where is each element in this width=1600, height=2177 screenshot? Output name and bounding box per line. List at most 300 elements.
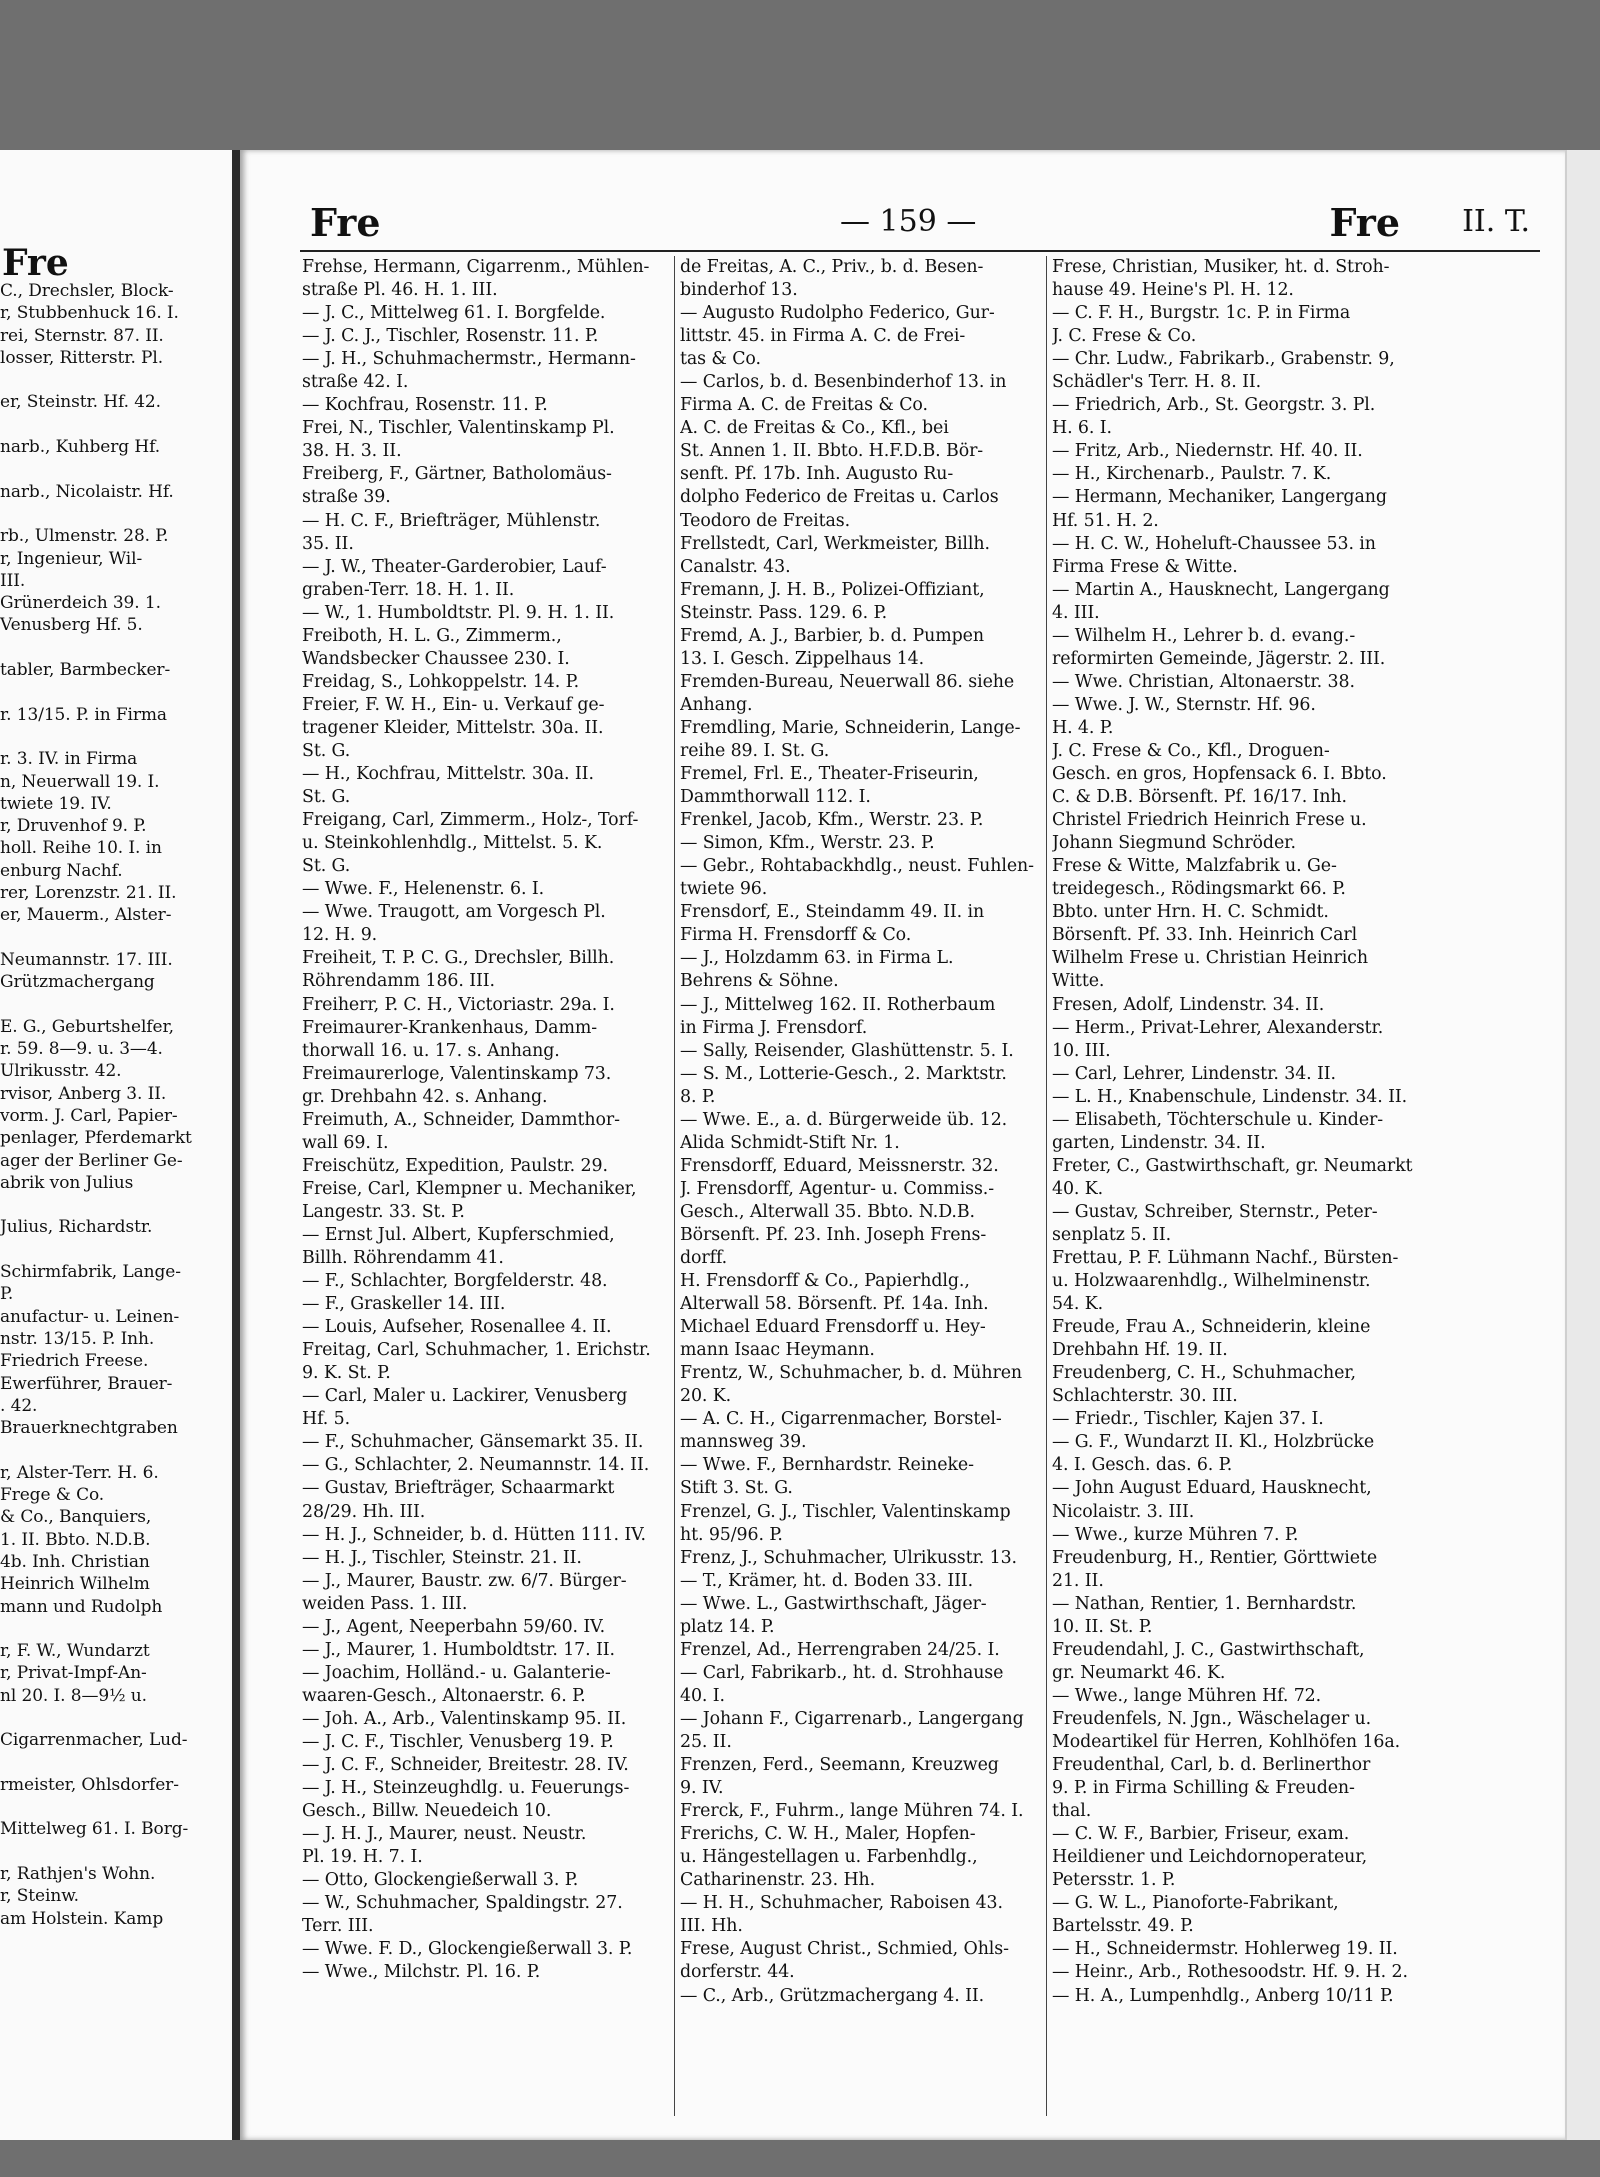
directory-line: — J. H., Schuhmachermstr., Hermann-	[302, 349, 636, 370]
directory-line: u. Hängestellagen u. Farbenhdlg.,	[680, 1847, 978, 1868]
directory-line: Freudenberg, C. H., Schuhmacher,	[1052, 1363, 1356, 1384]
directory-line: Johann Siegmund Schröder.	[1052, 833, 1296, 854]
left-page-line: twiete 19. IV.	[0, 793, 112, 814]
directory-line: — S. M., Lotterie-Gesch., 2. Marktstr.	[680, 1063, 1007, 1084]
directory-line: — Joachim, Holländ.- u. Galanterie-	[302, 1662, 611, 1683]
page-number: — 159 —	[840, 204, 977, 239]
left-page-line: rei, Sternstr. 87. II.	[0, 325, 164, 346]
left-page-line: r, Rathjen's Wohn.	[0, 1864, 156, 1885]
left-page-line	[0, 369, 232, 391]
left-page-line: r. 13/15. P. in Firma	[0, 704, 167, 725]
directory-line: de Freitas, A. C., Priv., b. d. Besen-	[680, 257, 984, 277]
directory-line: Bartelsstr. 49. P.	[1052, 1916, 1194, 1937]
page-edge	[1565, 150, 1600, 2140]
directory-line: — H., Kochfrau, Mittelstr. 30a. II.	[302, 764, 594, 785]
directory-line: H. Frensdorff & Co., Papierhdlg.,	[680, 1271, 970, 1292]
directory-line: u. Steinkohlenhdlg., Mittelst. 5. K.	[302, 833, 603, 854]
directory-line: Hf. 5.	[302, 1409, 351, 1430]
left-page-lines	[0, 280, 232, 1930]
directory-line: 13. I. Gesch. Zippelhaus 14.	[680, 648, 925, 669]
directory-line: — J. C. F., Schneider, Breitestr. 28. IV.	[302, 1755, 629, 1776]
directory-line: Freimaurerloge, Valentinskamp 73.	[302, 1063, 612, 1084]
directory-line: Fremel, Frl. E., Theater-Friseurin,	[680, 764, 979, 785]
left-page-line: rb., Ulmenstr. 28. P.	[0, 526, 169, 547]
left-page-line: Ewerführer, Brauer-	[0, 1373, 173, 1394]
directory-line: Firma H. Frensdorff & Co.	[680, 925, 912, 946]
directory-line: Frehse, Hermann, Cigarrenm., Mühlen-	[302, 257, 650, 277]
directory-line: Frese, Christian, Musiker, ht. d. Stroh-	[1052, 257, 1390, 277]
left-page-line: tabler, Barmbecker-	[0, 660, 171, 681]
left-page-line: narb., Nicolaistr. Hf.	[0, 481, 174, 502]
left-page-line: er, Steinstr. Hf. 42.	[0, 392, 161, 413]
directory-line: Schädler's Terr. H. 8. II.	[1052, 372, 1262, 393]
left-page-line: nstr. 13/15. P. Inh.	[0, 1328, 155, 1349]
left-page-line: Venusberg Hf. 5.	[0, 615, 143, 636]
directory-line: 28/29. Hh. III.	[302, 1501, 426, 1522]
directory-line: — Wilhelm H., Lehrer b. d. evang.-	[1052, 625, 1356, 646]
directory-line: dolpho Federico de Freitas u. Carlos	[680, 487, 999, 508]
directory-line: — Carl, Maler u. Lackirer, Venusberg	[302, 1386, 628, 1407]
directory-line: C. & D.B. Börsenft. Pf. 16/17. Inh.	[1052, 787, 1347, 808]
left-page-line: Neumannstr. 17. III.	[0, 949, 173, 970]
directory-line: — A. C. H., Cigarrenmacher, Borstel-	[680, 1409, 1002, 1430]
column-divider	[1046, 256, 1047, 2116]
left-page-fragment	[0, 150, 236, 2140]
directory-line: Christel Friedrich Heinrich Frese u.	[1052, 810, 1367, 831]
directory-line: waaren-Gesch., Altonaerstr. 6. P.	[302, 1685, 586, 1706]
directory-line: Freier, F. W. H., Ein- u. Verkauf ge-	[302, 694, 605, 715]
directory-line: — Joh. A., Arb., Valentinskamp 95. II.	[302, 1708, 627, 1729]
header-right-word: Fre	[1329, 200, 1400, 245]
directory-line: Michael Eduard Frensdorff u. Hey-	[680, 1317, 986, 1338]
directory-line: — Otto, Glockengießerwall 3. P.	[302, 1870, 579, 1891]
left-page-line: r. 59. 8—9. u. 3—4.	[0, 1039, 163, 1060]
directory-line: — H. C. W., Hoheluft-Chaussee 53. in	[1052, 533, 1376, 554]
directory-line: — Friedr., Tischler, Kajen 37. I.	[1052, 1409, 1324, 1430]
left-page-line: rer, Lorenzstr. 21. II.	[0, 883, 177, 904]
directory-line: Fremden-Bureau, Neuerwall 86. siehe	[680, 671, 1015, 692]
directory-line: Fremd, A. J., Barbier, b. d. Pumpen	[680, 625, 984, 646]
left-page-line: Ulrikusstr. 42.	[0, 1061, 122, 1082]
directory-line: Frese & Witte, Malzfabrik u. Ge-	[1052, 856, 1337, 877]
directory-line: — Wwe. F. D., Glockengießerwall 3. P.	[302, 1939, 633, 1960]
directory-line: in Firma J. Frensdorf.	[680, 1017, 868, 1038]
directory-line: Börsenft. Pf. 33. Inh. Heinrich Carl	[1052, 925, 1358, 946]
directory-line: Frenzen, Ferd., Seemann, Kreuzweg	[680, 1755, 999, 1776]
directory-line: Canalstr. 43.	[680, 556, 791, 577]
directory-line: Wandsbecker Chaussee 230. I.	[302, 648, 570, 669]
main-page	[240, 150, 1565, 2140]
directory-line: Steinstr. Pass. 129. 6. P.	[680, 602, 887, 623]
directory-line: Frenzel, Ad., Herrengraben 24/25. I.	[680, 1639, 1000, 1660]
left-page-line: P.	[0, 1284, 14, 1305]
directory-line: — Gustav, Briefträger, Schaarmarkt	[302, 1478, 615, 1499]
directory-line: Röhrendamm 186. III.	[302, 971, 495, 992]
page-header	[300, 200, 1530, 250]
left-page-line: E. G., Geburtshelfer,	[0, 1016, 174, 1037]
directory-line: hause 49. Heine's Pl. H. 12.	[1052, 280, 1294, 301]
left-page-line: r, Ingenieur, Wil-	[0, 548, 143, 569]
directory-line: Freitag, Carl, Schuhmacher, 1. Erichstr.	[302, 1340, 651, 1361]
directory-line: Witte.	[1052, 971, 1105, 992]
directory-line: — Simon, Kfm., Werstr. 23. P.	[680, 833, 935, 854]
left-page-line	[0, 1707, 232, 1729]
left-page-line	[0, 458, 232, 480]
directory-line: Firma Frese & Witte.	[1052, 556, 1238, 577]
left-page-line: holl. Reihe 10. I. in	[0, 838, 162, 859]
directory-line: III. Hh.	[680, 1916, 743, 1937]
directory-line: — Heinr., Arb., Rothesoodstr. Hf. 9. H. 2.	[1052, 1962, 1408, 1983]
directory-line: — Chr. Ludw., Fabrikarb., Grabenstr. 9,	[1052, 349, 1395, 370]
left-page-line: Grützmachergang	[0, 972, 155, 993]
directory-line: graben-Terr. 18. H. 1. II.	[302, 579, 515, 600]
directory-line: treidegesch., Rödingsmarkt 66. P.	[1052, 879, 1346, 900]
directory-line: Billh. Röhrendamm 41.	[302, 1248, 504, 1269]
directory-line: tas & Co.	[680, 349, 761, 370]
directory-line: — F., Schlachter, Borgfelderstr. 48.	[302, 1271, 608, 1292]
left-page-line: er, Mauerm., Alster-	[0, 905, 172, 926]
directory-line: — L. H., Knabenschule, Lindenstr. 34. II.	[1052, 1086, 1408, 1107]
directory-line: — Martin A., Hausknecht, Langergang	[1052, 579, 1390, 600]
directory-line: 4. I. Gesch. das. 6. P.	[1052, 1455, 1233, 1476]
directory-line: — J., Holzdamm 63. in Firma L.	[680, 948, 954, 969]
directory-line: — J., Mittelweg 162. II. Rotherbaum	[680, 994, 996, 1015]
directory-line: — C. F. H., Burgstr. 1c. P. in Firma	[1052, 303, 1351, 324]
left-page-line: Mittelweg 61. I. Borg-	[0, 1819, 189, 1840]
directory-line: — W., 1. Humboldtstr. Pl. 9. H. 1. II.	[302, 602, 615, 623]
directory-line: platz 14. P.	[680, 1616, 775, 1637]
directory-line: gr. Drehbahn 42. s. Anhang.	[302, 1086, 548, 1107]
directory-line: Freigang, Carl, Zimmerm., Holz-, Torf-	[302, 810, 639, 831]
directory-line: — H. A., Lumpenhdlg., Anberg 10/11 P.	[1052, 1985, 1394, 2006]
directory-line: Terr. III.	[302, 1916, 374, 1937]
directory-line: garten, Lindenstr. 34. II.	[1052, 1132, 1266, 1153]
directory-line: ht. 95/96. P.	[680, 1524, 783, 1545]
directory-line: Freter, C., Gastwirthschaft, gr. Neumarkt	[1052, 1155, 1413, 1176]
directory-line: Freudenburg, H., Rentier, Görttwiete	[1052, 1547, 1378, 1568]
directory-line: — Wwe. Christian, Altonaerstr. 38.	[1052, 671, 1355, 692]
directory-line: 40. K.	[1052, 1178, 1104, 1199]
directory-line: mann Isaac Heymann.	[680, 1340, 875, 1361]
directory-line: Dammthorwall 112. I.	[680, 787, 871, 808]
directory-line: Bbto. unter Hrn. H. C. Schmidt.	[1052, 902, 1329, 923]
directory-line: J. C. Frese & Co., Kfl., Droguen-	[1052, 740, 1330, 761]
directory-line: — Wwe. E., a. d. Bürgerweide üb. 12.	[680, 1109, 1008, 1130]
directory-line: J. C. Frese & Co.	[1052, 326, 1197, 347]
left-page-line: ager der Berliner Ge-	[0, 1150, 183, 1171]
left-page-line	[0, 726, 232, 748]
left-page-line: abrik von Julius	[0, 1172, 134, 1193]
directory-line: — Carlos, b. d. Besenbinderhof 13. in	[680, 372, 1007, 393]
directory-line: — J. C. F., Tischler, Venusberg 19. P.	[302, 1732, 614, 1752]
directory-line: 10. II. St. P.	[1052, 1616, 1153, 1637]
directory-line: — Louis, Aufseher, Rosenallee 4. II.	[302, 1317, 612, 1338]
left-page-line: Cigarrenmacher, Lud-	[0, 1730, 188, 1751]
directory-line: tragener Kleider, Mittelstr. 30a. II.	[302, 717, 604, 738]
directory-line: — G. W. L., Pianoforte-Fabrikant,	[1052, 1893, 1339, 1914]
directory-line: Freudenfels, N. Jgn., Wäschelager u.	[1052, 1708, 1372, 1729]
directory-line: Freimuth, A., Schneider, Dammthor-	[302, 1109, 620, 1130]
directory-line: — Elisabeth, Töchterschule u. Kinder-	[1052, 1109, 1384, 1130]
directory-line: — J., Maurer, 1. Humboldtstr. 17. II.	[302, 1639, 615, 1660]
directory-line: Frerichs, C. W. H., Maler, Hopfen-	[680, 1824, 976, 1845]
directory-line: — Sally, Reisender, Glashüttenstr. 5. I.	[680, 1040, 1014, 1061]
directory-line: St. G.	[302, 787, 351, 808]
left-page-line: mann und Rudolph	[0, 1596, 163, 1617]
directory-line: — Nathan, Rentier, 1. Bernhardstr.	[1052, 1593, 1357, 1614]
column-divider	[674, 256, 675, 2116]
directory-line: — H., Schneidermstr. Hohlerweg 19. II.	[1052, 1939, 1398, 1960]
directory-line: — H., Kirchenarb., Paulstr. 7. K.	[1052, 464, 1332, 485]
left-page-line: . 42.	[0, 1395, 38, 1416]
directory-line: dorferstr. 44.	[680, 1962, 795, 1983]
left-page-line	[0, 1841, 232, 1863]
directory-line: Fremdling, Marie, Schneiderin, Lange-	[680, 717, 1021, 738]
directory-line: Fremann, J. H. B., Polizei-Offiziant,	[680, 579, 985, 600]
left-page-line: vorm. J. Carl, Papier-	[0, 1105, 178, 1126]
left-page-line	[0, 927, 232, 949]
directory-line: — Wwe. F., Bernhardstr. Reineke-	[680, 1455, 974, 1476]
directory-line: Freiherr, P. C. H., Victoriastr. 29a. I.	[302, 994, 615, 1015]
directory-line: Gesch. en gros, Hopfensack 6. I. Bbto.	[1052, 764, 1387, 785]
directory-line: senplatz 5. II.	[1052, 1224, 1172, 1245]
directory-column-1	[302, 256, 674, 1985]
directory-line: — J. C., Mittelweg 61. I. Borgfelde.	[302, 303, 606, 324]
directory-line: Frensdorf, E., Steindamm 49. II. in	[680, 902, 985, 923]
directory-line: — J. H. J., Maurer, neust. Neustr.	[302, 1824, 587, 1845]
directory-line: Pl. 19. H. 7. I.	[302, 1847, 423, 1868]
directory-line: — Wwe. L., Gastwirthschaft, Jäger-	[680, 1593, 987, 1614]
directory-line: Frei, N., Tischler, Valentinskamp Pl.	[302, 418, 615, 439]
directory-line: Freudendahl, J. C., Gastwirthschaft,	[1052, 1639, 1365, 1660]
directory-line: — J., Agent, Neeperbahn 59/60. IV.	[302, 1616, 606, 1637]
section-label: II. T.	[1462, 204, 1530, 239]
directory-line: Schlachterstr. 30. III.	[1052, 1386, 1238, 1407]
directory-line: mannsweg 39.	[680, 1432, 807, 1453]
directory-line: 12. H. 9.	[302, 925, 378, 946]
directory-line: twiete 96.	[680, 879, 768, 900]
directory-line: Catharinenstr. 23. Hh.	[680, 1870, 876, 1891]
left-page-line: rvisor, Anberg 3. II.	[0, 1083, 167, 1104]
left-page-line: r, F. W., Wundarzt	[0, 1641, 150, 1662]
directory-line: J. Frensdorff, Agentur- u. Commiss.-	[680, 1178, 995, 1199]
directory-line: — Carl, Fabrikarb., ht. d. Strohhause	[680, 1662, 1004, 1683]
directory-line: — J. H., Steinzeughdlg. u. Feuerungs-	[302, 1778, 630, 1799]
directory-line: Stift 3. St. G.	[680, 1478, 793, 1499]
directory-line: Heildiener und Leichdornoperateur,	[1052, 1847, 1368, 1868]
directory-line: Teodoro de Freitas.	[680, 510, 851, 531]
directory-line: Freise, Carl, Klempner u. Mechaniker,	[302, 1178, 637, 1199]
directory-line: — Wwe. J. W., Sternstr. Hf. 96.	[1052, 694, 1316, 715]
directory-line: Frellstedt, Carl, Werkmeister, Billh.	[680, 533, 990, 554]
directory-line: — Fritz, Arb., Niedernstr. Hf. 40. II.	[1052, 441, 1363, 462]
directory-line: — Ernst Jul. Albert, Kupferschmied,	[302, 1224, 615, 1245]
directory-line: — Hermann, Mechaniker, Langergang	[1052, 487, 1387, 508]
left-page-line: am Holstein. Kamp	[0, 1908, 164, 1929]
directory-line: Freudenthal, Carl, b. d. Berlinerthor	[1052, 1755, 1371, 1776]
directory-line: Petersstr. 1. P.	[1052, 1870, 1176, 1891]
left-page-line: 4b. Inh. Christian	[0, 1551, 150, 1572]
directory-line: littstr. 45. in Firma A. C. de Frei-	[680, 326, 966, 347]
directory-line: 8. P.	[680, 1086, 716, 1107]
left-page-line: Grünerdeich 39. 1.	[0, 593, 161, 614]
directory-line: Freimaurer-Krankenhaus, Damm-	[302, 1017, 598, 1038]
header-rule	[300, 250, 1540, 252]
directory-line: reformirten Gemeinde, Jägerstr. 2. III.	[1052, 648, 1386, 669]
directory-line: — H. H., Schuhmacher, Raboisen 43.	[680, 1893, 1003, 1914]
left-page-line: nl 20. I. 8—9½ u.	[0, 1685, 147, 1706]
left-page-line: Schirmfabrik, Lange-	[0, 1262, 181, 1283]
directory-line: Frenz, J., Schuhmacher, Ulrikusstr. 13.	[680, 1547, 1017, 1568]
directory-line: — J. W., Theater-Garderobier, Lauf-	[302, 556, 607, 577]
directory-line: Freiboth, H. L. G., Zimmerm.,	[302, 625, 562, 646]
directory-line: A. C. de Freitas & Co., Kfl., bei	[680, 418, 949, 439]
directory-line: Frentz, W., Schuhmacher, b. d. Mühren	[680, 1363, 1022, 1384]
left-page-line	[0, 1618, 232, 1640]
directory-line: Langestr. 33. St. P.	[302, 1201, 465, 1222]
directory-line: u. Holzwaarenhdlg., Wilhelminenstr.	[1052, 1271, 1371, 1292]
left-page-line	[0, 1194, 232, 1216]
left-page-line: r. 3. IV. in Firma	[0, 749, 138, 770]
left-page-line: penlager, Pferdemarkt	[0, 1128, 192, 1149]
left-page-line: r, Privat-Impf-An-	[0, 1663, 147, 1684]
directory-line: Gesch., Alterwall 35. Bbto. N.D.B.	[680, 1201, 975, 1222]
directory-line: Börsenft. Pf. 23. Inh. Joseph Frens-	[680, 1224, 987, 1245]
directory-line: Anhang.	[680, 694, 753, 715]
directory-line: 20. K.	[680, 1386, 732, 1407]
directory-line: — C., Arb., Grützmachergang 4. II.	[680, 1985, 985, 2006]
directory-line: Frese, August Christ., Schmied, Ohls-	[680, 1939, 1009, 1960]
directory-line: St. G.	[302, 856, 351, 877]
left-page-line	[0, 1796, 232, 1818]
left-page-line	[0, 414, 232, 436]
directory-line: gr. Neumarkt 46. K.	[1052, 1662, 1226, 1683]
directory-line: 35. II.	[302, 533, 354, 554]
directory-line: Nicolaistr. 3. III.	[1052, 1501, 1195, 1522]
directory-line: Alida Schmidt-Stift Nr. 1.	[680, 1132, 900, 1153]
left-page-line	[0, 1239, 232, 1261]
left-page-line: Brauerknechtgraben	[0, 1418, 178, 1439]
directory-line: — G. F., Wundarzt II. Kl., Holzbrücke	[1052, 1432, 1375, 1453]
directory-line: — C. W. F., Barbier, Friseur, exam.	[1052, 1824, 1350, 1845]
directory-line: straße Pl. 46. H. 1. III.	[302, 280, 498, 301]
directory-line: — H. C. F., Briefträger, Mühlenstr.	[302, 510, 601, 531]
left-page-header: Fre	[2, 242, 69, 284]
directory-line: Freiberg, F., Gärtner, Batholomäus-	[302, 464, 612, 485]
left-page-line: enburg Nachf.	[0, 860, 123, 881]
directory-line: 9. K. St. P.	[302, 1363, 391, 1384]
directory-line: Gesch., Billw. Neuedeich 10.	[302, 1801, 552, 1822]
directory-line: Fresen, Adolf, Lindenstr. 34. II.	[1052, 994, 1325, 1015]
left-page-line: anufactur- u. Leinen-	[0, 1306, 180, 1327]
directory-line: Freude, Frau A., Schneiderin, kleine	[1052, 1317, 1371, 1338]
left-page-line: rmeister, Ohlsdorfer-	[0, 1774, 179, 1795]
left-page-line: narb., Kuhberg Hf.	[0, 437, 160, 458]
directory-line: Frensdorff, Eduard, Meissnerstr. 32.	[680, 1155, 999, 1176]
directory-line: Freischütz, Expedition, Paulstr. 29.	[302, 1155, 608, 1176]
directory-line: 54. K.	[1052, 1294, 1104, 1315]
directory-line: St. G.	[302, 740, 351, 761]
directory-line: thorwall 16. u. 17. s. Anhang.	[302, 1040, 560, 1061]
directory-line: 40. I.	[680, 1685, 725, 1706]
left-page-line: C., Drechsler, Block-	[0, 281, 174, 301]
directory-line: 10. III.	[1052, 1040, 1111, 1061]
directory-line: — Friedrich, Arb., St. Georgstr. 3. Pl.	[1052, 395, 1376, 416]
directory-line: 38. H. 3. II.	[302, 441, 402, 462]
left-page-line: r, Stubbenhuck 16. I.	[0, 303, 179, 324]
directory-line: — H. J., Tischler, Steinstr. 21. II.	[302, 1547, 582, 1568]
left-page-line: Friedrich Freese.	[0, 1351, 149, 1372]
left-page-line: n, Neuerwall 19. I.	[0, 771, 160, 792]
directory-line: — Wwe., lange Mühren Hf. 72.	[1052, 1685, 1322, 1706]
directory-column-3	[1052, 256, 1454, 2008]
directory-line: 9. IV.	[680, 1778, 724, 1799]
directory-line: — John August Eduard, Hausknecht,	[1052, 1478, 1372, 1499]
directory-line: straße 42. I.	[302, 372, 409, 393]
left-page-line: Heinrich Wilhelm	[0, 1574, 150, 1595]
directory-line: — Johann F., Cigarrenarb., Langergang	[680, 1708, 1024, 1729]
left-page-line: III.	[0, 570, 26, 591]
directory-line: 25. II.	[680, 1732, 732, 1752]
directory-line: senft. Pf. 17b. Inh. Augusto Ru-	[680, 464, 954, 485]
directory-line: — G., Schlachter, 2. Neumannstr. 14. II.	[302, 1455, 650, 1476]
directory-column-2	[680, 256, 1052, 2008]
directory-line: thal.	[1052, 1801, 1092, 1822]
left-page-line	[0, 681, 232, 703]
left-page-line: r, Steinw.	[0, 1886, 79, 1907]
left-page-line: 1. II. Bbto. N.D.B.	[0, 1529, 151, 1550]
directory-line: — Wwe., kurze Mühren 7. P.	[1052, 1524, 1299, 1545]
left-page-line	[0, 994, 232, 1016]
directory-line: H. 4. P.	[1052, 717, 1114, 738]
directory-line: Alterwall 58. Börsenft. Pf. 14a. Inh.	[680, 1294, 989, 1315]
directory-line: — T., Krämer, ht. d. Boden 33. III.	[680, 1570, 974, 1591]
directory-line: — Gebr., Rohtabackhdlg., neust. Fuhlen-	[680, 856, 1034, 877]
directory-line: St. Annen 1. II. Bbto. H.F.D.B. Bör-	[680, 441, 984, 462]
left-page-line: & Co., Banquiers,	[0, 1507, 152, 1528]
directory-line: Frenzel, G. J., Tischler, Valentinskamp	[680, 1501, 1011, 1522]
directory-line: — Herm., Privat-Lehrer, Alexanderstr.	[1052, 1017, 1384, 1038]
directory-line: Freidag, S., Lohkoppelstr. 14. P.	[302, 671, 580, 692]
left-page-line	[0, 1752, 232, 1774]
left-page-line	[0, 1439, 232, 1461]
directory-line: Frenkel, Jacob, Kfm., Werstr. 23. P.	[680, 810, 984, 831]
directory-line: Frettau, P. F. Lühmann Nachf., Bürsten-	[1052, 1248, 1399, 1269]
directory-line: 4. III.	[1052, 602, 1100, 623]
left-page-line: Julius, Richardstr.	[0, 1217, 153, 1238]
directory-line: dorff.	[680, 1248, 728, 1269]
directory-line: — Wwe. Traugott, am Vorgesch Pl.	[302, 902, 606, 923]
directory-line: Frerck, F., Fuhrm., lange Mühren 74. I.	[680, 1801, 1024, 1822]
directory-line: Behrens & Söhne.	[680, 971, 839, 992]
left-page-line	[0, 637, 232, 659]
directory-line: — H. J., Schneider, b. d. Hütten 111. IV.	[302, 1524, 646, 1545]
left-page-line: r, Druvenhof 9. P.	[0, 816, 147, 837]
directory-line: wall 69. I.	[302, 1132, 389, 1153]
left-page-line: Frege & Co.	[0, 1485, 105, 1506]
directory-line: Freiheit, T. P. C. G., Drechsler, Billh.	[302, 948, 615, 969]
directory-line: — Kochfrau, Rosenstr. 11. P.	[302, 395, 548, 416]
directory-line: straße 39.	[302, 487, 391, 508]
directory-line: — Wwe. F., Helenenstr. 6. I.	[302, 879, 545, 900]
directory-line: — Carl, Lehrer, Lindenstr. 34. II.	[1052, 1063, 1336, 1084]
directory-line: Drehbahn Hf. 19. II.	[1052, 1340, 1228, 1361]
directory-line: weiden Pass. 1. III.	[302, 1593, 468, 1614]
header-left-word: Fre	[310, 200, 381, 245]
directory-line: Wilhelm Frese u. Christian Heinrich	[1052, 948, 1368, 969]
directory-line: — J. C. J., Tischler, Rosenstr. 11. P.	[302, 326, 599, 347]
left-page-line: losser, Ritterstr. Pl.	[0, 347, 164, 368]
